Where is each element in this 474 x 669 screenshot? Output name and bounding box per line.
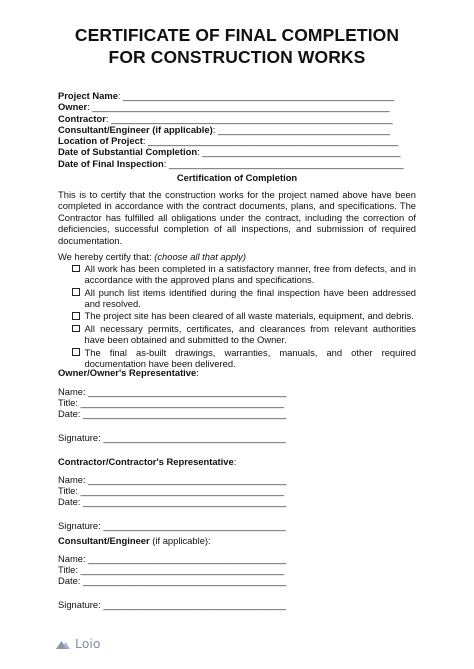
title-line: Title: _______________________________________ — [58, 396, 284, 408]
name-line: Name: ______________________________________ — [58, 386, 287, 397]
field-location — [58, 135, 404, 146]
field-final-inspection-date — [58, 158, 404, 169]
field-consultant — [58, 124, 404, 135]
name-line: Name: ______________________________________ — [58, 474, 287, 485]
section-heading-suffix: (if applicable): — [149, 535, 211, 546]
contractor-signature-block — [58, 475, 286, 532]
date-line: Date: _______________________________________ — [58, 574, 287, 586]
title-line: Title: _______________________________________ — [58, 563, 284, 575]
title-line-1: CERTIFICATE OF FINAL COMPLETION — [74, 25, 400, 45]
field-label: Date of Substantial Completion — [58, 146, 198, 158]
title-line-2: FOR CONSTRUCTION WORKS — [108, 47, 366, 67]
consultant-section-heading — [58, 535, 211, 546]
checkbox[interactable] — [72, 265, 80, 273]
date-line: Date: _______________________________________ — [58, 407, 287, 419]
project-fields — [58, 90, 404, 169]
checklist-item — [72, 323, 416, 345]
field-line: : _________________________________________________________ — [87, 101, 390, 113]
checklist-item-text: The project site has been cleared of all waste materials, equipment, and debris. — [84, 310, 414, 322]
field-line: : ________________________________________________ — [142, 135, 399, 147]
field-line: : ______________________________________________________ — [105, 112, 393, 124]
certification-paragraph: This is to certify that the construction works for the project named above have been completed in accordance with the contract documents, plans, and specifications. The Contractor has fulfilled all obligations under the contract, including the correction of deficiencies, successful completion of all inspections, and submission of required documentation. — [58, 189, 416, 246]
checkbox[interactable] — [72, 348, 80, 356]
field-substantial-completion-date — [58, 146, 404, 157]
field-line: : ______________________________________ — [197, 146, 401, 158]
field-line: : _____________________________________________ — [163, 157, 404, 169]
checklist-item-text: All work has been completed in a satisfactory manner, free from defects, and in accordance with the approved plans and specifications. — [84, 263, 416, 286]
section-heading-label: Owner/Owner's Representative — [58, 367, 197, 378]
checklist-item — [72, 347, 416, 369]
certify-prefix: We hereby certify that: — [58, 251, 155, 262]
field-label: Date of Final Inspection — [58, 157, 164, 169]
completion-checklist — [72, 263, 416, 370]
field-owner — [58, 101, 404, 112]
section-heading-label: Consultant/Engineer — [58, 535, 150, 546]
checkbox[interactable] — [72, 288, 80, 296]
date-line: Date: _______________________________________ — [58, 495, 287, 507]
section-heading-label: Contractor/Contractor's Representative — [58, 456, 234, 467]
title-line: Title: _______________________________________ — [58, 484, 284, 496]
field-label: Consultant/Engineer (if applicable) — [58, 123, 213, 135]
signature-line: Signature: ___________________________________ — [58, 432, 286, 444]
checklist-item — [72, 287, 416, 309]
checkbox[interactable] — [72, 312, 80, 320]
field-label: Location of Project — [58, 135, 143, 147]
field-line: : _________________________________ — [212, 123, 390, 135]
owner-section-heading — [58, 367, 199, 378]
certify-note: (choose all that apply) — [154, 251, 246, 262]
field-label: Owner — [58, 101, 88, 113]
consultant-signature-block — [58, 554, 286, 611]
checklist-item-text: All punch list items identified during the final inspection have been addressed and resolved. — [84, 286, 416, 309]
checklist-item-text: All necessary permits, certificates, and clearances from relevant authorities have been obtained and submitted to the Owner. — [84, 322, 416, 346]
section-heading-suffix: : — [233, 456, 237, 467]
document-title — [30, 24, 444, 68]
brand-name: Loio — [75, 636, 101, 651]
signature-line: Signature: ___________________________________ — [58, 520, 286, 532]
checklist-item-text: The final as-built drawings, warranties, manuals, and other required documentation have been delivered. — [84, 346, 416, 369]
field-label: Contractor — [58, 112, 106, 124]
field-label: Project Name — [58, 90, 118, 101]
certify-statement — [58, 251, 246, 262]
checklist-item — [72, 310, 416, 321]
loio-logo-icon — [55, 638, 71, 650]
certification-heading: Certification of Completion — [176, 172, 298, 183]
field-line: : ____________________________________________________ — [117, 90, 395, 101]
checklist-item — [72, 263, 416, 285]
section-heading-suffix: : — [196, 367, 199, 378]
field-project-name — [58, 90, 404, 101]
name-line: Name: ______________________________________ — [58, 553, 287, 564]
signature-line: Signature: ___________________________________ — [58, 599, 286, 611]
contractor-section-heading — [58, 456, 236, 467]
checkbox[interactable] — [72, 325, 80, 333]
owner-signature-block — [58, 387, 286, 444]
brand-logo — [55, 636, 101, 651]
field-contractor — [58, 113, 404, 124]
